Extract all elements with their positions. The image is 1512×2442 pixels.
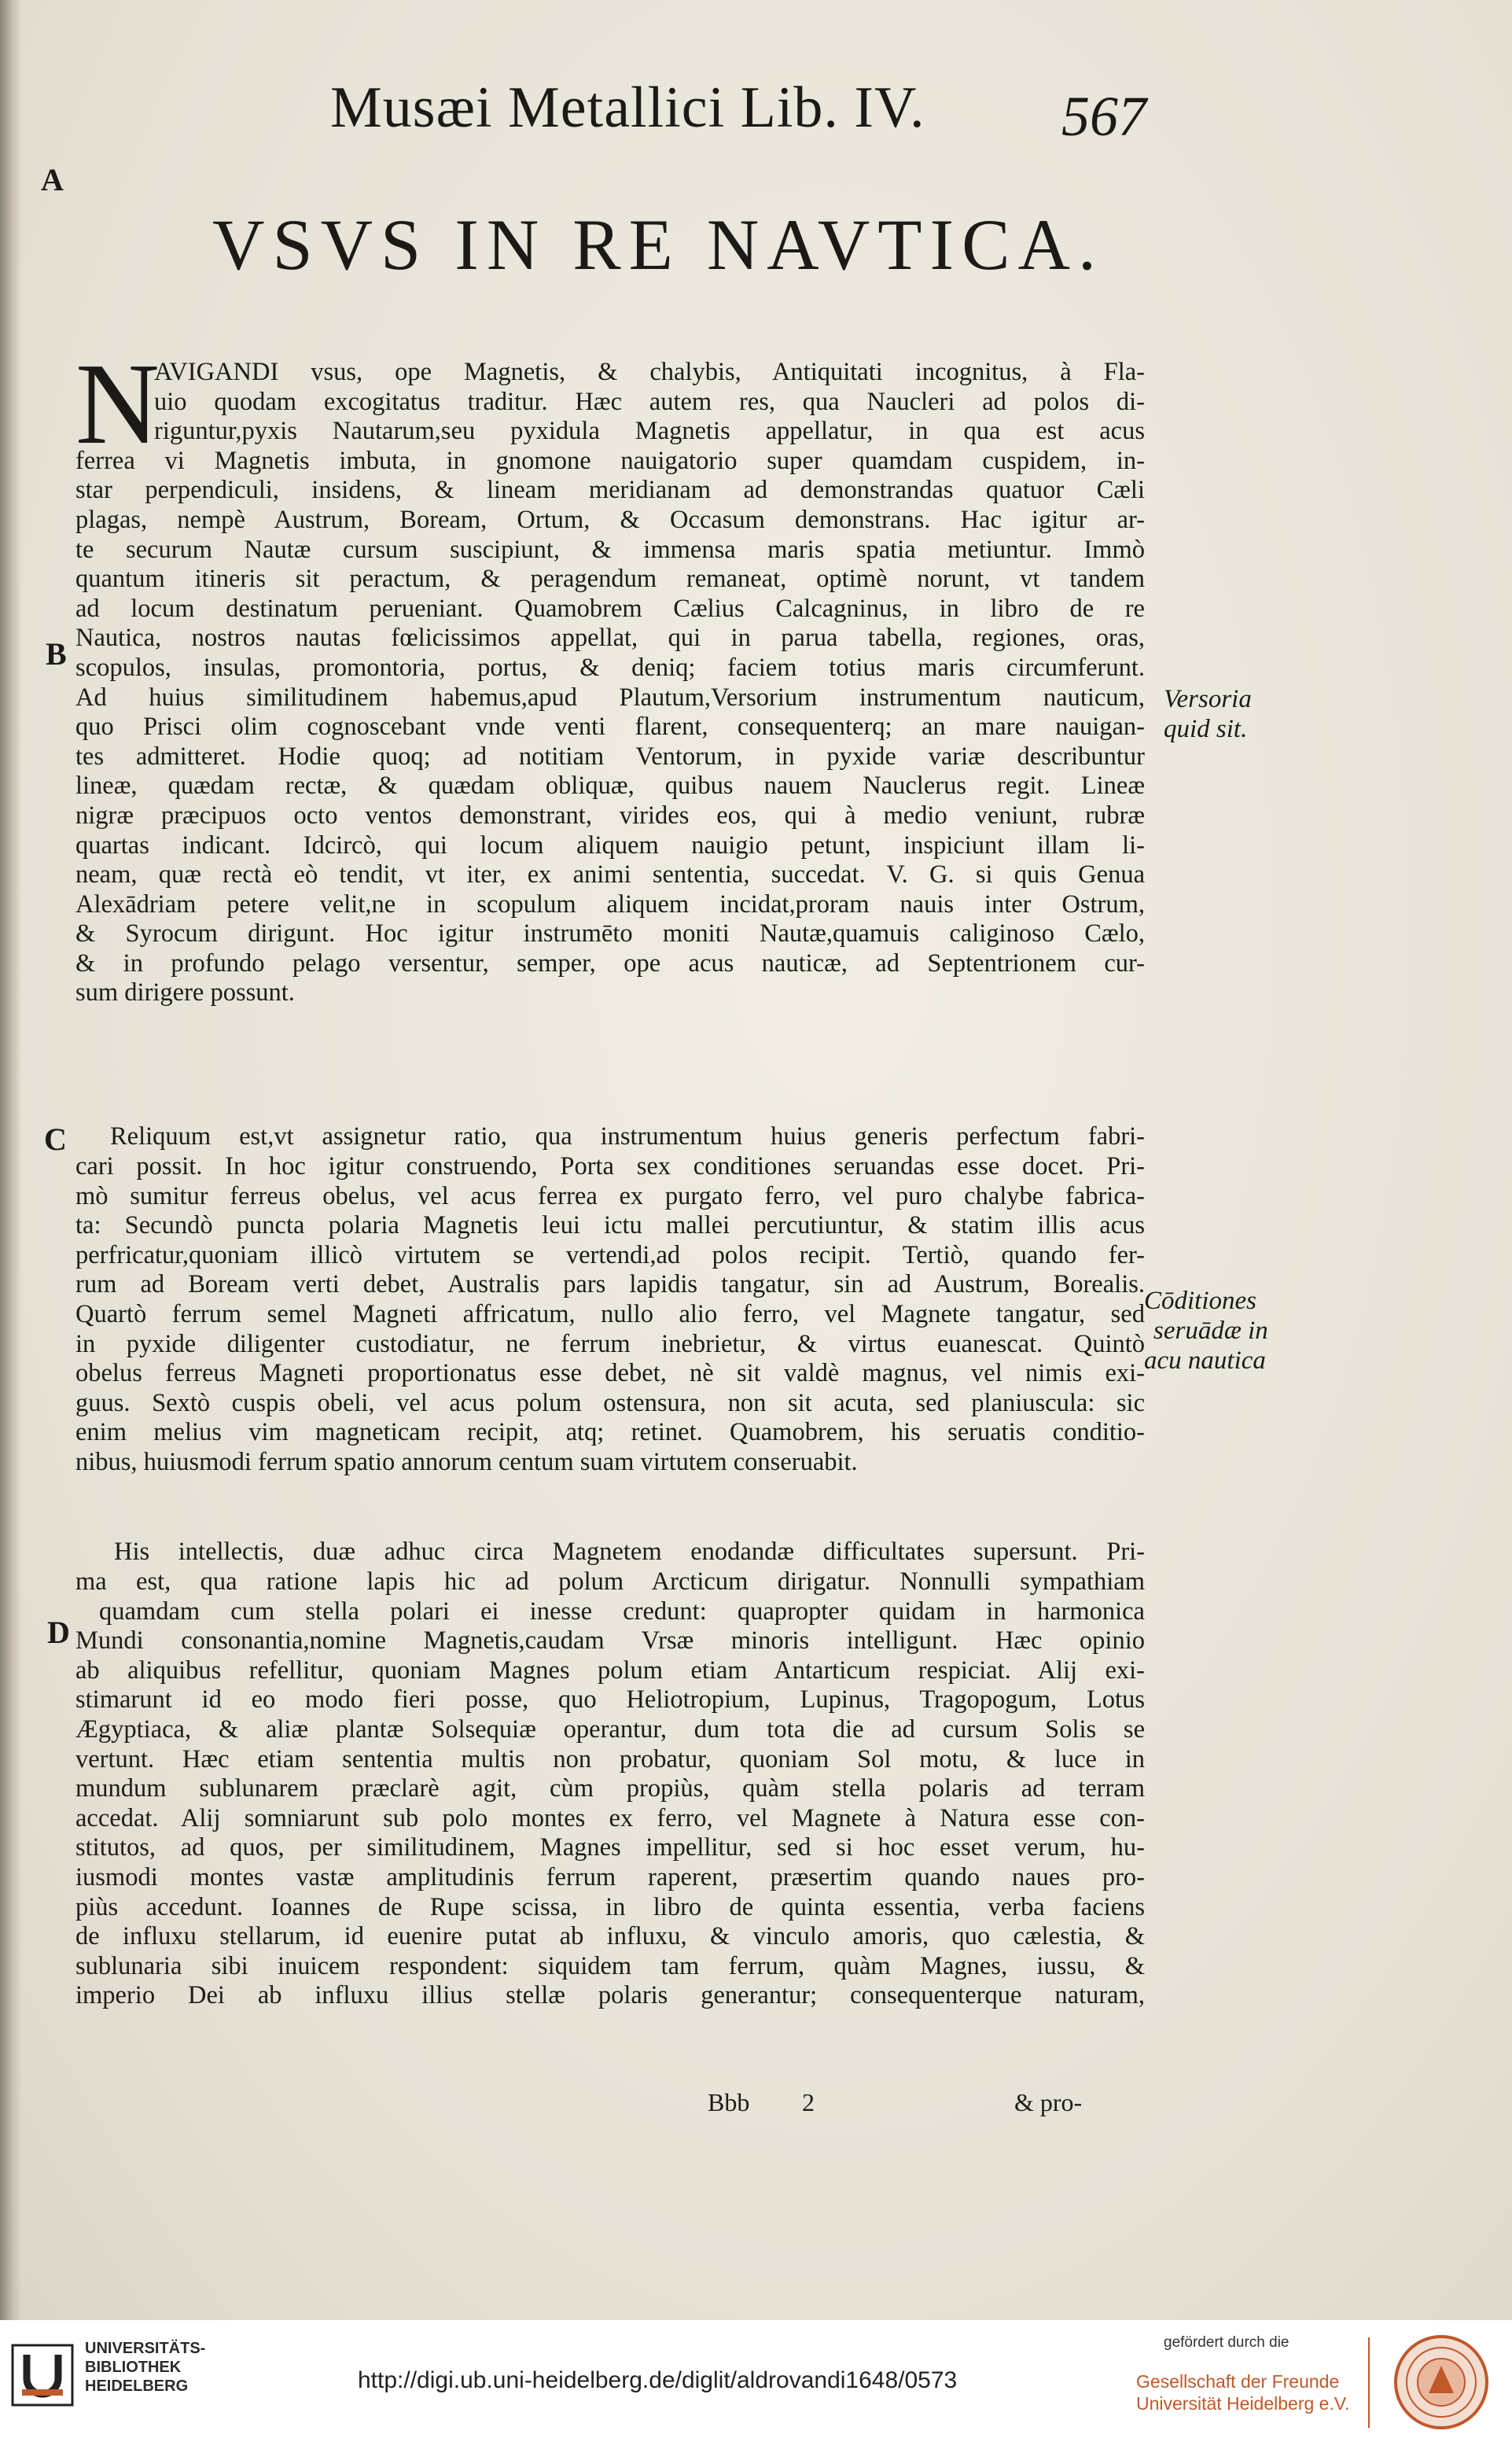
marginal-line: acu nautica [1144, 1346, 1266, 1375]
text-line: lineæ, quædam rectæ, & quædam obliquæ, quibus nauem Nauclerus regit. Lineæ [75, 772, 1145, 801]
society-name-line: Gesellschaft der Freunde [1136, 2371, 1340, 2392]
society-name [1136, 2370, 1349, 2414]
page-number: 567 [1061, 85, 1146, 148]
text-line: Quartò ferrum semel Magneti affricatum, nullo alio ferro, vel Magnete tangatur, sed [75, 1299, 1145, 1328]
library-name-line: UNIVERSITÄTS- [85, 2340, 206, 2357]
text-line: Ad huius similitudinem habemus,apud Plautum,Versorium instrumentum nauticum, [75, 683, 1145, 712]
funded-by-label: gefördert durch die [1164, 2334, 1289, 2351]
text-line: enim melius vim magneticam recipit, atq; retinet. Quamobrem, his seruatis conditio- [75, 1418, 1145, 1447]
library-name-line: BIBLIOTHEK [85, 2359, 182, 2376]
text-line: rum ad Boream verti debet, Australis pars lapidis tangatur, sin ad Austrum, Borealis. [75, 1270, 1145, 1299]
paragraph-2-continued [75, 1152, 1145, 1478]
text-line: plagas, nempè Austrum, Boream, Ortum, & Occasum demonstrans. Hac igitur ar- [75, 505, 1145, 534]
text-line: ad locum destinatum perueniant. Quamobrem Cælius Calcagninus, in libro de re [75, 594, 1145, 623]
marginal-line: Cōditiones [1144, 1287, 1257, 1315]
text-line: riguntur,pyxis Nautarum,seu pyxidula Magnetis appellatur, in qua est acus [154, 417, 1145, 446]
permalink-url[interactable]: http://digi.ub.uni-heidelberg.de/diglit/aldrovandi1648/0573 [358, 2367, 958, 2393]
running-title: Musæi Metallici Lib. IV. [330, 76, 925, 140]
text-line: quantum itineris sit peractum, & peragendum remaneat, optimè norunt, vt tandem [75, 565, 1145, 594]
paragraph-1 [75, 358, 1145, 1008]
text-line: neam, quæ rectà eò tendit, vt iter, ex animi sententia, succedat. V. G. si quis Genua [75, 860, 1145, 890]
text-line: perfricatur,quoniam illicò virtutem se vertendi,ad polos recipit. Tertiò, quando fer- [75, 1240, 1145, 1269]
library-name [85, 2339, 205, 2396]
section-letter-c: C [44, 1122, 67, 1157]
text-line: cari possit. In hoc igitur construendo, Porta sex conditiones seruandas esse docet. Pri- [75, 1152, 1145, 1180]
marginal-note-versoria [1164, 684, 1313, 744]
text-line: star perpendiculi, insidens, & lineam meridianam ad demonstrandas quatuor Cæli [75, 476, 1145, 505]
text-line: & in profundo pelago versentur, semper, ope acus nauticæ, ad Septentrionem cur- [75, 948, 1145, 978]
text-line: obelus ferreus Magneti proportionatus esse debet, nè sit valdè magnus, vel nimis exi- [75, 1359, 1145, 1388]
text-line: ma est, qua ratione lapis hic ad polum Arcticum dirigatur. Nonnulli sympathiam [75, 1567, 1145, 1596]
marginal-line: seruādæ in [1153, 1317, 1268, 1345]
library-logo-icon [11, 2344, 74, 2407]
text-line: Ægyptiaca, & aliæ plantæ Solsequiæ operantur, dum tota die ad cursum Solis se [75, 1715, 1145, 1744]
section-letter-b: B [46, 636, 67, 672]
section-letter-d: D [47, 1615, 70, 1650]
paragraph-2 [110, 1122, 1145, 1152]
chapter-title: VSVS IN RE NAVTICA. [212, 204, 1104, 285]
text-line: nigræ præcipuos octo ventos demonstrant, virides eos, qui à medio veniunt, rubræ [75, 801, 1145, 830]
drop-cap: N [75, 340, 160, 469]
text-line: piùs accedunt. Ioannes de Rupe scissa, in libro de quinta essentia, verba faciens [75, 1892, 1145, 1921]
text-line: AVIGANDI vsus, ope Magnetis, & chalybis, Antiquitati incognitus, à Fla- [154, 358, 1145, 386]
text-line: imperio Dei ab influxu illius stellæ polaris generantur; consequenterque naturam, [75, 1981, 1145, 2010]
text-line: de influxu stellarum, id euenire putat ab influxu, & vinculo amoris, quo cælestia, & [75, 1922, 1145, 1951]
marginal-line: quid sit. [1164, 715, 1248, 743]
text-line: guus. Sextò cuspis obeli, vel acus polum ostensura, non sit acuta, sed planiuscula: sic [75, 1388, 1145, 1417]
society-name-line: Universität Heidelberg e.V. [1136, 2393, 1350, 2414]
text-line: ta: Secundò puncta polaria Magnetis leui ictu mallei percutiuntur, & statim illis acus [75, 1211, 1145, 1240]
paragraph-3-continued [75, 1567, 1145, 2011]
section-letter-a: A [41, 162, 64, 197]
text-line: Nautica, nostros nautas fœlicissimos appellat, qui in parua tabella, regiones, oras, [75, 624, 1145, 653]
text-line: Mundi consonantia,nomine Magnetis,caudam Vrsæ minoris intelligunt. Hæc opinio [75, 1626, 1145, 1656]
text-line: sum dirigere possunt. [75, 978, 295, 1007]
catchword: & pro- [1014, 2088, 1083, 2116]
text-line: sublunaria sibi inuicem respondent: siquidem tam ferrum, quàm Magnes, iussu, & [75, 1951, 1145, 1980]
paragraph-3 [114, 1538, 1145, 1567]
text-line: vertunt. Hæc etiam sententia multis non probatur, quoniam Sol motu, & luce in [75, 1744, 1145, 1773]
text-line: tes admitteret. Hodie quoq; ad notitiam Ventorum, in pyxide variæ describuntur [75, 742, 1145, 771]
text-line: stimarunt id eo modo fieri posse, quo Heliotropium, Lupinus, Tragopogum, Lotus [75, 1685, 1145, 1715]
text-line: ab aliquibus refellitur, quoniam Magnes polum etiam Antarticum respiciat. Alij exi- [75, 1656, 1145, 1685]
text-line: nibus, huiusmodi ferrum spatio annorum centum suam virtutem conseruabit. [75, 1447, 858, 1476]
library-name-line: HEIDELBERG [85, 2378, 189, 2395]
text-line: in pyxide diligenter custodiatur, ne ferrum inebrietur, & virtus euanescat. Quintò [75, 1329, 1145, 1358]
text-line: quartas indicant. Idcircò, qui locum aliquem nauigio petunt, inspiciunt illam li- [75, 831, 1145, 860]
page-header [0, 75, 1512, 161]
text-line: mò sumitur ferreus obelus, vel acus ferrea ex purgato ferro, vel puro chalybe fabrica- [75, 1181, 1145, 1210]
text-line: mundum sublunarem præclarè agit, cùm propiùs, quàm stella polaris ad terram [75, 1774, 1145, 1803]
university-seal-icon [1393, 2334, 1489, 2430]
text-line: quamdam cum stella polari ei inesse credunt: quapropter quidam in harmonica [99, 1597, 1145, 1626]
signature-mark: Bbb [708, 2088, 750, 2116]
marginal-note-conditiones [1144, 1286, 1293, 1376]
signature-number: 2 [802, 2088, 815, 2116]
text-line: & Syrocum dirigunt. Hoc igitur instrumēto moniti Nautæ,quamuis caliginoso Cælo, [75, 919, 1145, 948]
text-line: accedat. Alij somniarunt sub polo montes ex ferro, vel Magnete à Natura esse con- [75, 1803, 1145, 1832]
text-line: iusmodi montes vastæ amplitudinis ferrum raperent, præsertim quando naues pro- [75, 1862, 1145, 1891]
text-line: quo Prisci olim cognoscebant vnde venti flarent, consequenterq; an mare nauigan- [75, 713, 1145, 742]
digitization-banner [0, 2320, 1512, 2442]
text-line: uio quodam excogitatus traditur. Hæc autem res, qua Naucleri ad polos di- [154, 387, 1145, 416]
text-line: Reliquum est,vt assignetur ratio, qua instrumentum huius generis perfectum fabri- [110, 1122, 1145, 1151]
page-edge-shadow [0, 0, 22, 2320]
text-line: Alexādriam petere velit,ne in scopulum aliquem incidat,proram nauis inter Ostrum, [75, 890, 1145, 919]
marginal-line: Versoria [1164, 685, 1252, 713]
banner-divider [1368, 2337, 1370, 2428]
text-line: His intellectis, duæ adhuc circa Magnetem enodandæ difficultates supersunt. Pri- [114, 1538, 1145, 1566]
text-line: ferrea vi Magnetis imbuta, in gnomone nauigatorio super quamdam cuspidem, in- [75, 446, 1145, 475]
text-line: te securum Nautæ cursum suscipiunt, & immensa maris spatia metiuntur. Immò [75, 535, 1145, 564]
text-line: scopulos, insulas, promontoria, portus, & deniq; faciem totius maris circumferunt. [75, 653, 1145, 682]
text-line: stitutos, ad quos, per similitudinem, Magnes impellitur, sed si hoc esset verum, hu- [75, 1833, 1145, 1862]
